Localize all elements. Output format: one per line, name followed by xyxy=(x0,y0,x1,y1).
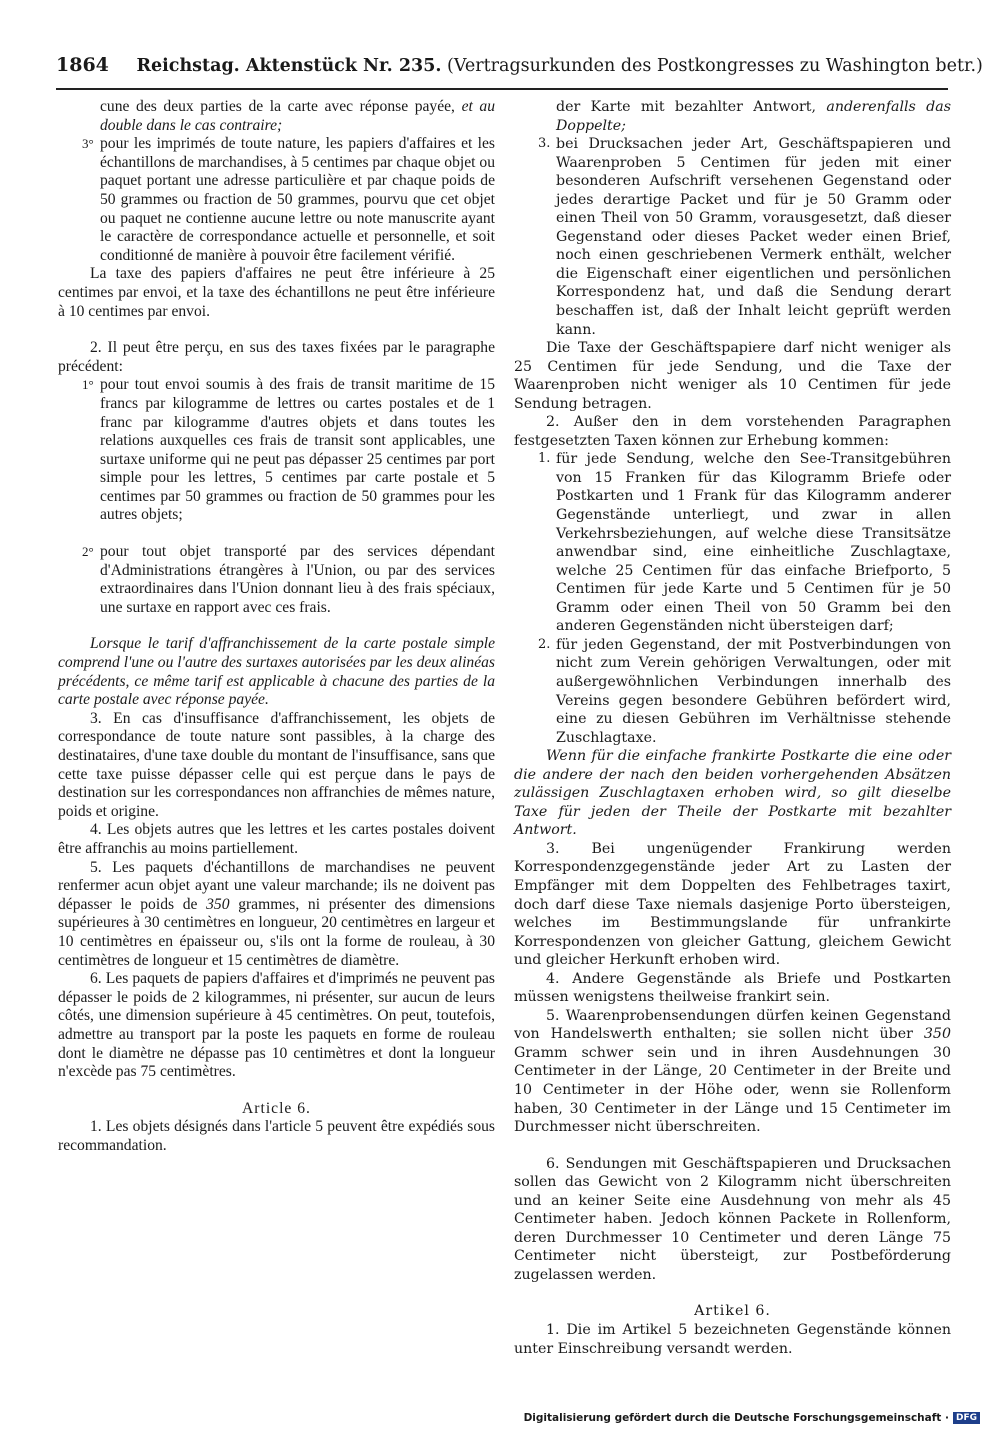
de-p5-start: 5. Waarenprobensendungen dürfen keinen Gegenstand von Handelswerth enthalten; sie sollen nicht über xyxy=(514,1007,951,1043)
fr-p5-start: 5. Les paquets d'échantillons de marchandises ne peuvent renfermer acun objet ayant une valeur marchande; ils ne doivent pas dépasser le poids de xyxy=(58,858,495,913)
de-article-6-paragraph: 1. Die im Artikel 5 bezeichneten Gegenstände können unter Einschreibung versandt werden. xyxy=(514,1322,951,1357)
fr-item-3-text: pour les imprimés de toute nature, les papiers d'affaires et les échantillons de marchandises, à 5 centimes par chaque objet ou paquet portant une adresse particulière et par chaque poids de 50 grammes ou fraction de 50 grammes, pourvu que cet objet ou paquet ne contienne aucune lettre ou note manuscrite ayant le caractère de correspondance actuelle et personnelle, et soit conditionné de manière à pouvoir être facilement vérifié. xyxy=(100,135,495,264)
header-rule xyxy=(56,88,948,90)
fr-p5-end: grammes, ni présenter des dimensions supérieures à 30 centimètres en longueur, 20 centimètres en largeur et 10 centimètres en épaisseur ou, s'ils ont la forme de rouleau, à 30 centimètres de longueur et 15 centimètres de diamètre. xyxy=(58,895,495,969)
fr-paragraph-6: 6. Les paquets de papiers d'affaires et d'imprimés ne peuvent pas dépasser le poids de 2 kilogrammes, ni présenter, sur aucun de leurs côtés, une dimension supérieure à 45 centimètres. On peut, toutefois, admettre au transport par la poste les paquets en forme de rouleau dont le diamètre ne dépasse pas 10 centimètres et dont la longueur n'excède pas 75 centimètres. xyxy=(58,970,495,1081)
fr-item-2-text: pour tout objet transporté par des services dépendant d'Administrations étrangères à l'Union, ou par des services extraordinaires dans l'Union donnant lieu à des frais spéciaux, une surtaxe en rapport avec ces frais. xyxy=(100,543,495,616)
fr-lorsque-paragraph: Lorsque le tarif d'affranchissement de la carte postale simple comprend l'une ou l'autre des surtaxes autorisées par les deux alinéas précédents, ce même tarif est applicable à chacune des parties de la carte postale avec réponse payée. xyxy=(58,635,495,709)
fr-item-1-number: 1° xyxy=(82,377,94,393)
de-paragraph-4: 4. Andere Gegenstände als Briefe und Postkarten müssen wenigstens theilweise frankirt sein. xyxy=(514,970,951,1006)
fr-item-1 xyxy=(58,376,495,525)
fr-paragraph-5 xyxy=(58,859,495,971)
fr-item-1-text: pour tout envoi soumis à des frais de transit maritime de 15 francs par kilogramme de lettres ou cartes postales et de 1 franc par kilogramme d'autres objets et dans toutes les relations auxquelles ces frais de transit sont applicables, une surtaxe uniforme qui ne peut pas dépasser 25 centimes par port simple pour les lettres, 5 centimes par carte postale et 5 centimes par 50 grammes ou fraction de 50 grammes pour les autres objets; xyxy=(100,376,495,524)
de-paragraph-2: 2. Außer den in dem vorstehenden Paragraphen festgesetzten Taxen können zur Erhebung kommen: xyxy=(514,414,951,449)
fr-p0-text: cune des deux parties de la carte avec réponse payée, xyxy=(100,98,455,115)
header-subtitle: (Vertragsurkunden des Postkongresses zu Washington betr.) xyxy=(447,56,983,76)
fr-taxe-paragraph: La taxe des papiers d'affaires ne peut être inférieure à 25 centimes par envoi, et la taxe des échantillons ne peut être inférieure à 10 centimes par envoi. xyxy=(58,265,495,320)
digitization-footer xyxy=(524,1412,980,1424)
de-item-3-text: bei Drucksachen jeder Art, Geschäftspapieren und Waarenproben 5 Centimen für jeden mit einer besonderen Aufschrift versehenen Gegenstand oder jedes derartige Packet und für je 50 Gramm oder einen Theil von 50 Gramm, vorausgesetzt, daß dieser Gegenstand oder dieses Packet weder einen Brief, noch einen geschriebenen Vermerk enthält, welcher die Eigenschaft einer eigentlichen und persönlichen Korrespondenz hat, und daß die Sendung derart beschaffen ist, daß der Inhalt leicht geprüft werden kann. xyxy=(556,136,951,338)
fr-item-3 xyxy=(58,135,495,265)
fr-item-2 xyxy=(58,543,495,617)
page-header xyxy=(56,54,983,86)
dfg-logo: DFG xyxy=(953,1412,980,1424)
de-paragraph-5 xyxy=(514,1007,951,1137)
fr-paragraph-2: 2. Il peut être perçu, en sus des taxes fixées par le paragraphe précédent: xyxy=(58,339,495,375)
fr-continuation xyxy=(58,98,495,135)
de-p5-number: 350 xyxy=(923,1026,951,1043)
de-item-3-number: 3. xyxy=(538,136,551,152)
de-item-3 xyxy=(514,135,951,339)
fr-article-6-paragraph: 1. Les objets désignés dans l'article 5 peuvent être expédiés sous recommandation. xyxy=(58,1118,495,1154)
de-p0-text: der Karte mit bezahlter Antwort, xyxy=(556,99,817,115)
de-paragraph-3: 3. Bei ungenügender Frankirung werden Korrespondenzgegenstände jeder Art zu Lasten der Empfänger mit dem Doppelten des Fehlbetrages taxirt, doch darf diese Taxe niemals dasjenige Porto übersteigen, welches im Bestimmungslande für unfrankirte Korrespondenzen von gleicher Gattung, gleichem Gewicht und gleicher Herkunft erhoben wird. xyxy=(514,840,951,969)
de-item-2-text: für jeden Gegenstand, der mit Postverbindungen von nicht zum Verein gehörigen Verwaltungen, oder mit außergewöhnlichen Verbindungen innerhalb des Vereins gegen besondere Gebühren befördert wird, eine zu diesen Gebühren im Verhältnisse stehende Zuschlagtaxe. xyxy=(556,636,951,746)
french-column xyxy=(58,98,495,1155)
de-taxe-paragraph: Die Taxe der Geschäftspapiere darf nicht weniger als 25 Centimen für jede Sendung, und die Taxe der Waarenproben nicht weniger als 10 Centimen für jede Sendung betragen. xyxy=(514,340,951,412)
de-wenn-paragraph: Wenn für die einfache frankirte Postkarte die eine oder die andere der nach den beiden vorhergehenden Absätzen zulässigen Zuschlagtaxen erhoben wird, so gilt dieselbe Taxe für jeden der Theile der Postkarte mit bezahlter Antwort. xyxy=(514,748,951,839)
fr-p0-italic: et au double dans le cas contraire; xyxy=(100,98,495,134)
fr-p5-number: 350 xyxy=(206,895,230,913)
fr-article-heading: Article 6. xyxy=(242,1099,311,1117)
fr-paragraph-3: 3. En cas d'insuffisance d'affranchissement, les objets de correspondance de toute nature sont passibles, à la charge des destinataires, d'une taxe double du montant de l'insuffisance, sans que cette taxe puisse dépasser celle qui est perçue dans le pays de destination sur les correspondances non affranchies de mêmes nature, poids et origine. xyxy=(58,709,495,820)
fr-item-3-number: 3° xyxy=(82,136,94,152)
de-item-1-text: für jede Sendung, welche den See-Transitgebühren von 15 Franken für das Kilogramm Briefe oder Postkarten und 1 Frank für das Kilogramm anderer Gegenstände unterliegt, und zwar in allen Verkehrsbeziehungen, auf welche diese Transitsätze anwendbar sind, eine einheitliche Zuschlagtaxe, welche 25 Centimen für das einfache Briefporto, 5 Centimen für jede Karte und 5 Centimen für je 50 Gramm oder einen Theil von 50 Gramm bei den anderen Gegenständen nicht übersteigen darf; xyxy=(556,451,951,635)
fr-item-2-number: 2° xyxy=(82,544,94,560)
de-item-2-number: 2. xyxy=(538,636,551,652)
page-number: 1864 xyxy=(56,54,109,76)
de-continuation xyxy=(514,98,951,135)
de-p0-italic: anderenfalls das Doppelte; xyxy=(556,99,951,134)
de-paragraph-6: 6. Sendungen mit Geschäftspapieren und Drucksachen sollen das Gewicht von 2 Kilogramm nicht überschreiten und an keiner Seite eine Ausdehnung von mehr als 45 Centimeter haben. Jedoch können Packete in Rollenform, deren Durchmesser 10 Centimeter und deren Länge 75 Centimeter nicht übersteigt, zur Postbeförderung zugelassen werden. xyxy=(514,1155,951,1283)
header-title: Reichstag. Aktenstück Nr. 235. xyxy=(136,56,442,76)
de-item-1-number: 1. xyxy=(538,451,551,467)
de-item-2 xyxy=(514,636,951,747)
de-p5-end: Gramm schwer sein und in ihren Ausdehnungen 30 Centimeter in der Länge, 20 Centimeter in der Breite und 10 Centimeter in der Höhe oder, wenn sie Rollenform haben, 30 Centimeter in der Länge und 15 Centimeter im Durchmesser nicht überschreiten. xyxy=(514,1044,951,1136)
de-item-1 xyxy=(514,450,951,635)
german-column xyxy=(514,98,951,1358)
fr-paragraph-4: 4. Les objets autres que les lettres et les cartes postales doivent être affranchis au moins partiellement. xyxy=(58,821,495,857)
footer-text: Digitalisierung gefördert durch die Deutsche Forschungsgemeinschaft · xyxy=(523,1412,949,1424)
de-article-heading: Artikel 6. xyxy=(694,1303,771,1320)
